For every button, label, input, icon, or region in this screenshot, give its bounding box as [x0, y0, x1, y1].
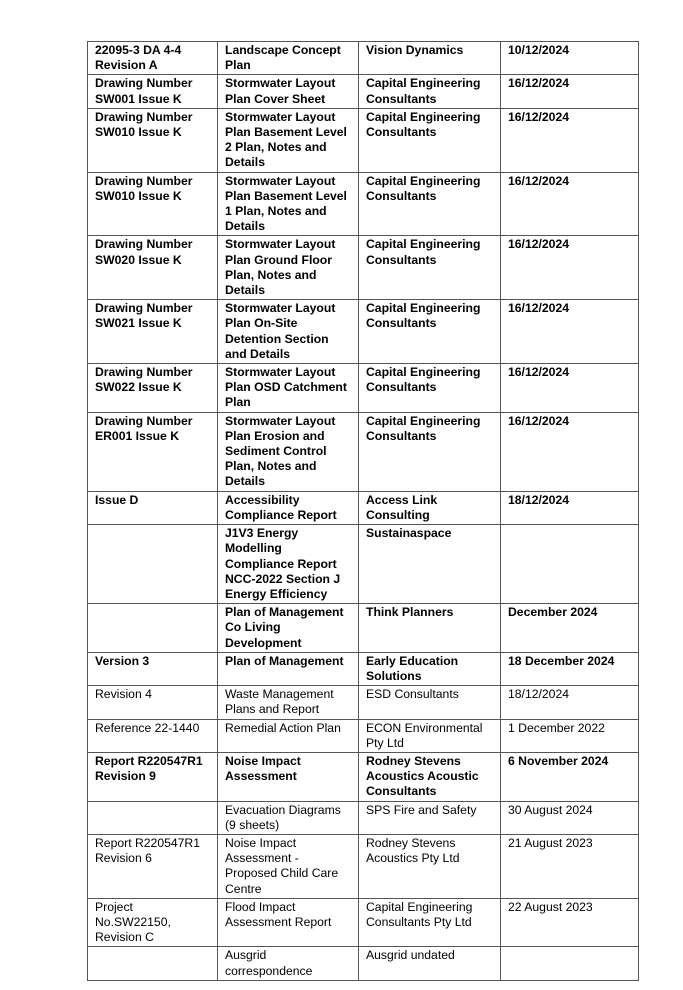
reference-cell: Revision 4: [88, 686, 218, 719]
documents-table: [87, 41, 639, 981]
date-cell: 16/12/2024: [501, 108, 639, 172]
table-row: [88, 236, 639, 300]
reference-cell: Issue D: [88, 491, 218, 524]
reference-cell: Version 3: [88, 652, 218, 685]
date-cell: 18 December 2024: [501, 652, 639, 685]
table-row: [88, 604, 639, 653]
date-cell: 6 November 2024: [501, 752, 639, 801]
author-cell: Rodney Stevens Acoustics Pty Ltd: [359, 834, 501, 898]
table-row: [88, 834, 639, 898]
title-cell: Stormwater Layout Plan Erosion and Sediment Control Plan, Notes and Details: [218, 412, 359, 491]
reference-cell: [88, 525, 218, 604]
reference-cell: Drawing Number SW010 Issue K: [88, 172, 218, 236]
author-cell: Vision Dynamics: [359, 42, 501, 75]
author-cell: Capital Engineering Consultants: [359, 172, 501, 236]
date-cell: December 2024: [501, 604, 639, 653]
title-cell: Accessibility Compliance Report: [218, 491, 359, 524]
reference-cell: Report R220547R1 Revision 9: [88, 752, 218, 801]
date-cell: 22 August 2023: [501, 898, 639, 947]
table-row: [88, 898, 639, 947]
reference-cell: Drawing Number ER001 Issue K: [88, 412, 218, 491]
author-cell: Capital Engineering Consultants: [359, 75, 501, 108]
date-cell: 16/12/2024: [501, 364, 639, 413]
title-cell: Ausgrid correspondence: [218, 947, 359, 980]
table-row: [88, 42, 639, 75]
author-cell: Ausgrid undated: [359, 947, 501, 980]
reference-cell: [88, 947, 218, 980]
title-cell: Landscape Concept Plan: [218, 42, 359, 75]
reference-cell: [88, 801, 218, 834]
author-cell: Capital Engineering Consultants: [359, 412, 501, 491]
author-cell: Capital Engineering Consultants: [359, 364, 501, 413]
title-cell: Stormwater Layout Plan On-Site Detention Section and Details: [218, 300, 359, 364]
title-cell: Noise Impact Assessment: [218, 752, 359, 801]
date-cell: 16/12/2024: [501, 412, 639, 491]
date-cell: 16/12/2024: [501, 75, 639, 108]
table-row: [88, 172, 639, 236]
date-cell: 18/12/2024: [501, 491, 639, 524]
table-row: [88, 491, 639, 524]
author-cell: Capital Engineering Consultants: [359, 300, 501, 364]
reference-cell: Reference 22-1440: [88, 719, 218, 752]
reference-cell: [88, 604, 218, 653]
reference-cell: Drawing Number SW010 Issue K: [88, 108, 218, 172]
date-cell: [501, 525, 639, 604]
author-cell: Rodney Stevens Acoustics Acoustic Consultants: [359, 752, 501, 801]
author-cell: Capital Engineering Consultants: [359, 108, 501, 172]
title-cell: Stormwater Layout Plan Basement Level 2 Plan, Notes and Details: [218, 108, 359, 172]
table-row: [88, 686, 639, 719]
documents-table-body: [88, 42, 639, 981]
date-cell: 16/12/2024: [501, 300, 639, 364]
author-cell: Early Education Solutions: [359, 652, 501, 685]
title-cell: Stormwater Layout Plan Cover Sheet: [218, 75, 359, 108]
author-cell: ECON Environmental Pty Ltd: [359, 719, 501, 752]
table-row: [88, 75, 639, 108]
author-cell: ESD Consultants: [359, 686, 501, 719]
table-row: [88, 300, 639, 364]
title-cell: Noise Impact Assessment - Proposed Child Care Centre: [218, 834, 359, 898]
reference-cell: Drawing Number SW021 Issue K: [88, 300, 218, 364]
author-cell: Sustainaspace: [359, 525, 501, 604]
title-cell: Stormwater Layout Plan Ground Floor Plan, Notes and Details: [218, 236, 359, 300]
author-cell: SPS Fire and Safety: [359, 801, 501, 834]
date-cell: [501, 947, 639, 980]
table-row: [88, 652, 639, 685]
table-row: [88, 752, 639, 801]
author-cell: Capital Engineering Consultants: [359, 236, 501, 300]
date-cell: 16/12/2024: [501, 236, 639, 300]
title-cell: J1V3 Energy Modelling Compliance Report NCC-2022 Section J Energy Efficiency: [218, 525, 359, 604]
title-cell: Remedial Action Plan: [218, 719, 359, 752]
date-cell: 30 August 2024: [501, 801, 639, 834]
table-row: [88, 108, 639, 172]
reference-cell: Drawing Number SW022 Issue K: [88, 364, 218, 413]
date-cell: 1 December 2022: [501, 719, 639, 752]
table-row: [88, 412, 639, 491]
table-row: [88, 947, 639, 980]
date-cell: 10/12/2024: [501, 42, 639, 75]
title-cell: Plan of Management Co Living Development: [218, 604, 359, 653]
date-cell: 18/12/2024: [501, 686, 639, 719]
reference-cell: Project No.SW22150, Revision C: [88, 898, 218, 947]
reference-cell: 22095-3 DA 4-4 Revision A: [88, 42, 218, 75]
date-cell: 16/12/2024: [501, 172, 639, 236]
reference-cell: Drawing Number SW001 Issue K: [88, 75, 218, 108]
table-row: [88, 719, 639, 752]
reference-cell: Drawing Number SW020 Issue K: [88, 236, 218, 300]
title-cell: Flood Impact Assessment Report: [218, 898, 359, 947]
table-row: [88, 525, 639, 604]
title-cell: Waste Management Plans and Report: [218, 686, 359, 719]
author-cell: Capital Engineering Consultants Pty Ltd: [359, 898, 501, 947]
title-cell: Plan of Management: [218, 652, 359, 685]
date-cell: 21 August 2023: [501, 834, 639, 898]
reference-cell: Report R220547R1 Revision 6: [88, 834, 218, 898]
title-cell: Stormwater Layout Plan OSD Catchment Plan: [218, 364, 359, 413]
author-cell: Access Link Consulting: [359, 491, 501, 524]
title-cell: Evacuation Diagrams (9 sheets): [218, 801, 359, 834]
table-row: [88, 364, 639, 413]
author-cell: Think Planners: [359, 604, 501, 653]
title-cell: Stormwater Layout Plan Basement Level 1 Plan, Notes and Details: [218, 172, 359, 236]
table-row: [88, 801, 639, 834]
